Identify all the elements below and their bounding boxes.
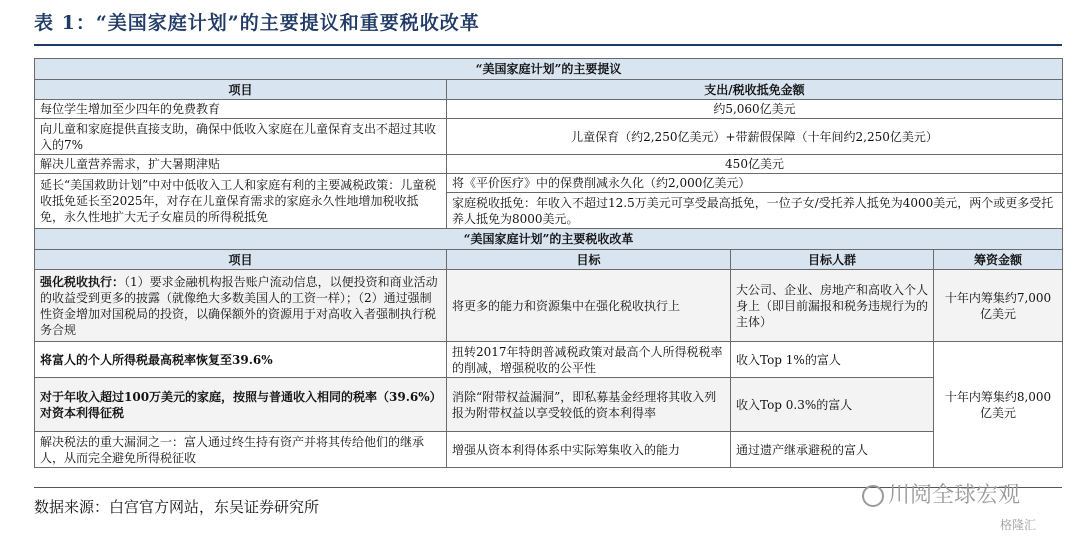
s1-row4-amount1: 将《平价医疗》中的保费削减永久化（约2,000亿美元）: [447, 174, 1063, 193]
title-rule: [34, 44, 1062, 46]
s1-row4-amount2: 家庭税收抵免：年收入不超过12.5万美元可享受最高抵免，一位子女/受托养人抵免为4000美元，两个或更多受托养人抵免为8000美元。: [447, 193, 1063, 229]
section1-col-amount: 支出/税收抵免金额: [447, 80, 1063, 100]
section2-col-goal: 目标: [447, 250, 731, 270]
gelonghui-logo: 格隆汇: [1000, 518, 1037, 532]
s2-row1-item-text: （1）要求金融机构报告账户流动信息，以便投资和商业活动的收益受到更多的披露（就像绝大多数美国人的工资一样）；（2）通过强制性资金增加对国税局的投资，以确保额外的资源用于对高收入者强制执行税务合规: [40, 274, 438, 337]
section2-col-item: 项目: [35, 250, 447, 270]
s1-row3-item: 解决儿童营养需求，扩大暑期津贴: [35, 155, 447, 174]
s1-row1-item: 每位学生增加至少四年的免费教育: [35, 100, 447, 119]
s1-row1-amount: 约5,060亿美元: [447, 100, 1063, 119]
s2-row4-item: 解决税法的重大漏洞之一：富人通过终生持有资产并将其传给他们的继承人，从而完全避免所得税征收: [35, 432, 447, 468]
s2-row2-funding: 十年内筹集约8,000亿美元: [934, 342, 1063, 468]
s2-row1-goal: 将更多的能力和资源集中在强化税收执行上: [447, 270, 731, 342]
s2-row3-goal: 消除“附带权益漏洞”，即私募基金经理将其收入列报为附带权益以享受较低的资本利得率: [447, 378, 731, 432]
source-note: 数据来源：白宫官方网站，东吴证券研究所: [34, 498, 320, 516]
main-table: [34, 58, 1063, 468]
s1-row2-amount: 儿童保育（约2,250亿美元）+带薪假保障（十年间约2,250亿美元）: [447, 119, 1063, 155]
section2-col-funding: 筹资金额: [934, 250, 1063, 270]
s2-row1-target: 大公司、企业、房地产和高收入个人身上（即目前漏报和税务违规行为的主体）: [731, 270, 934, 342]
s1-row3-amount: 450亿美元: [447, 155, 1063, 174]
s1-row4-item: 延长“美国救助计划”中对中低收入工人和家庭有利的主要减税政策：儿童税收抵免延长至2025年，对存在儿童保育需求的家庭永久性地增加税收抵免，永久性地扩大无子女雇员的所得税抵免: [35, 174, 447, 229]
s2-row2-item: 将富人的个人所得税最高税率恢复至39.6%: [35, 342, 447, 378]
table-title: 表 1：“美国家庭计划”的主要提议和重要税收改革: [34, 12, 480, 34]
s2-row1-funding: 十年内筹集约7,000亿美元: [934, 270, 1063, 342]
watermark: [862, 478, 1020, 509]
watermark-text: 川阅全球宏观: [888, 483, 1021, 508]
s2-row3-item: 对于年收入超过100万美元的家庭，按照与普通收入相同的税率（39.6%）对资本利得征税: [35, 378, 447, 432]
section1-heading: “美国家庭计划”的主要提议: [35, 59, 1063, 80]
s2-row4-target: 通过遗产继承避税的富人: [731, 432, 934, 468]
s2-row3-target: 收入Top 0.3%的富人: [731, 378, 934, 432]
s2-row2-goal: 扭转2017年特朗普减税政策对最高个人所得税税率的削减，增强税收的公平性: [447, 342, 731, 378]
section2-col-target: 目标人群: [731, 250, 934, 270]
s2-row4-goal: 增强从资本利得体系中实际筹集收入的能力: [447, 432, 731, 468]
s2-row2-target: 收入Top 1%的富人: [731, 342, 934, 378]
section1-col-item: 项目: [35, 80, 447, 100]
s2-row1-item-bold: 强化税收执行：: [40, 274, 125, 289]
s2-row1-item: [35, 270, 447, 342]
section2-heading: “美国家庭计划”的主要税收改革: [35, 229, 1063, 250]
s1-row2-item: 向儿童和家庭提供直接支助，确保中低收入家庭在儿童保育支出不超过其收入的7%: [35, 119, 447, 155]
wechat-icon: [862, 485, 884, 507]
